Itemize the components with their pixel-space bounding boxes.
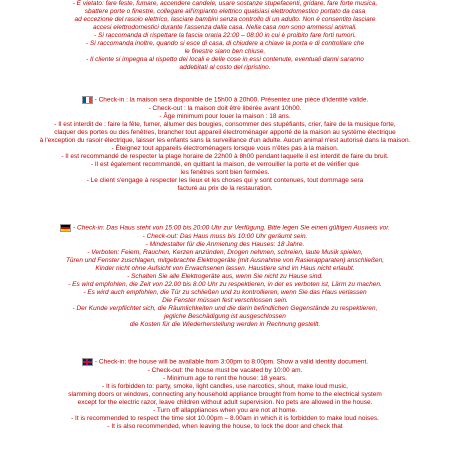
it-line: le finestre siano ben chiuse. bbox=[184, 48, 266, 55]
fr-line: - Check-in : la maison sera disponible de 15h00 à 20h00. Présentez une pièce d'identité valide. bbox=[94, 96, 369, 104]
de-line: - Schalten Sie alle Elektrogeräte aus, wenn Sie nicht zu Hause sind. bbox=[127, 272, 323, 280]
en-line: - Check-in: the house will be available from 3:00pm to 8:00pm. Show a valid identity document. bbox=[94, 358, 369, 366]
en-line: except for the electric razor, leave children without adult supervision. No pets are allowed in the house. bbox=[77, 398, 373, 406]
de-line: - Mindestalter für die Anmietung des Hauses: 18 Jahre. bbox=[145, 240, 305, 248]
de-line: Türen und Fenster zuschlagen, mitgebrachte Elektrogeräte (mit Ausnahme von Rasierapparaten) anschließen, bbox=[65, 256, 385, 264]
english-rules-section bbox=[12, 358, 438, 431]
de-line: - Verboten: Feiern, Rauchen, Kerzen anzünden, Drogen nehmen, schreien, laute Musik spielen, bbox=[87, 248, 363, 256]
en-line: - It is recommended to respect the time slot 10.00pm – 8.00am in which it is forbidden to make loud noises. bbox=[71, 414, 379, 422]
fr-line: les fenêtres sont bien fermées. bbox=[180, 168, 270, 176]
fr-line: - Le client s'engage à respecter les lieux et les choses qui y sont contenues, tout dommage sera bbox=[86, 176, 364, 184]
en-line: slamming doors or windows, connecting any household appliance brought from home to the electrical system bbox=[68, 390, 382, 398]
en-line: - It is forbidden to: party, smoke, light candles, use narcotics, shout, make loud music, bbox=[102, 382, 348, 390]
it-line: sbattere porte o finestre, collegare all'impianto elettrico qualsiasi elettrodomestico portato da casa bbox=[84, 8, 366, 15]
de-line: die Kosten für die Wiederherstellung werden in Rechnung gestellt. bbox=[129, 320, 321, 328]
german-rules-section bbox=[12, 224, 438, 329]
germany-flag-icon bbox=[60, 224, 71, 232]
de-line: - Check-in: Das Haus steht von 15:00 bis 20:00 Uhr zur Verfügung. Bitte legen Sie einen gültigen Ausweis vor. bbox=[73, 224, 390, 232]
italian-rules-section bbox=[12, 0, 438, 72]
en-line: - Turn off allappliances when you are not at home. bbox=[152, 406, 298, 414]
fr-line: - Il est interdit de : faire la fête, fumer, allumer des bougies, consommer des stupéfiants, crier, faire de la musique forte, bbox=[54, 120, 396, 128]
de-line: - Es wird empfohlen, die Zeit von 22.00 bis 8.00 Uhr zu respektieren, in der es verboten ist, Lärm zu machen. bbox=[68, 280, 382, 288]
it-line: - Si raccomanda inoltre, quando si esce di casa, di chiudere a chiave la porta e di controllare che bbox=[85, 40, 365, 47]
it-line: - È vietato: fare feste, fumare, accendere candele, usare sostanze stupefacenti, gridare, fare forte musica, bbox=[72, 0, 378, 7]
fr-line: - Éteignez tout appareils électroménagers lorsque vous n'êtes pas à la maison. bbox=[111, 144, 339, 152]
it-line: addebitati al costo del ripristino. bbox=[179, 64, 271, 71]
fr-line: - Il est également recommandé, en quittant la maison, de verrouiller la porte et de vérifier que bbox=[90, 160, 360, 168]
it-line: - Il cliente si impegna al rispetto dei locali e delle cose in essi contenute, eventuali danni saranno bbox=[86, 56, 364, 63]
french-rules-section bbox=[12, 96, 438, 193]
fr-line: claquer des portes ou des fenêtres, brancher tout appareil électroménager apporté de la maison au système électrique bbox=[54, 128, 396, 136]
de-line: jegliche Beschädigung ist ausgeschlossen bbox=[164, 312, 286, 320]
fr-line: à l'exception du rasoir électrique, laisser les enfants sans la surveillance d'un adulte. Aucun animal n'est autorisé dans la maison. bbox=[39, 136, 411, 144]
de-line: Kinder nicht ohne Aufsicht von Erwachsenen lassen. Haustiere sind im Haus nicht erlaubt. bbox=[95, 264, 355, 272]
it-line: - Si raccomanda di rispettare la fascia oraria 22:00 – 08:00 in cui è proibito fare forti rumori. bbox=[94, 32, 356, 39]
fr-line: - Check-out : la maison doit être libérée avant 10h00. bbox=[148, 104, 302, 112]
en-line: - Check-out: the house must be vacated by 10:00 am. bbox=[147, 366, 303, 374]
de-line: - Check-out: Das Haus muss bis 10:00 Uhr geräumt sein. bbox=[142, 232, 308, 240]
it-line: ad eccezione del rasoio elettrico, lasciare bambini senza controllo di un adulto. Non è consentito lasciare bbox=[74, 16, 376, 23]
de-line: Die Fenster müssen fest verschlossen sein. bbox=[162, 296, 288, 304]
france-flag-icon bbox=[82, 96, 93, 104]
it-line: accesi elettrodomestici durante l'assenza dalla casa. Nella casa non sono ammessi animali. bbox=[93, 24, 357, 31]
fr-line: - Âge minimum pour louer la maison : 18 ans. bbox=[159, 112, 291, 120]
fr-line: facturé au prix de la restauration. bbox=[177, 184, 273, 192]
fr-line: - Il est recommandé de respecter la plage horaire de 22h00 à 8h00 pendant laquelle il est interdit de faire du bruit. bbox=[61, 152, 389, 160]
uk-flag-icon bbox=[82, 358, 93, 366]
en-line: - It is also recommended, when leaving the house, to lock the door and check that bbox=[107, 422, 343, 430]
en-line: - Minimum age to rent the house: 18 years. bbox=[163, 374, 287, 382]
de-line: - Der Kunde verpflichtet sich, die Räumlichkeiten und die darin befindlichen Gegenstände zu respektieren, bbox=[72, 304, 378, 312]
de-line: - Es wird auch empfohlen, die Tür zu schließen und zu kontrollieren, wenn Sie das Haus verlassen bbox=[83, 288, 367, 296]
